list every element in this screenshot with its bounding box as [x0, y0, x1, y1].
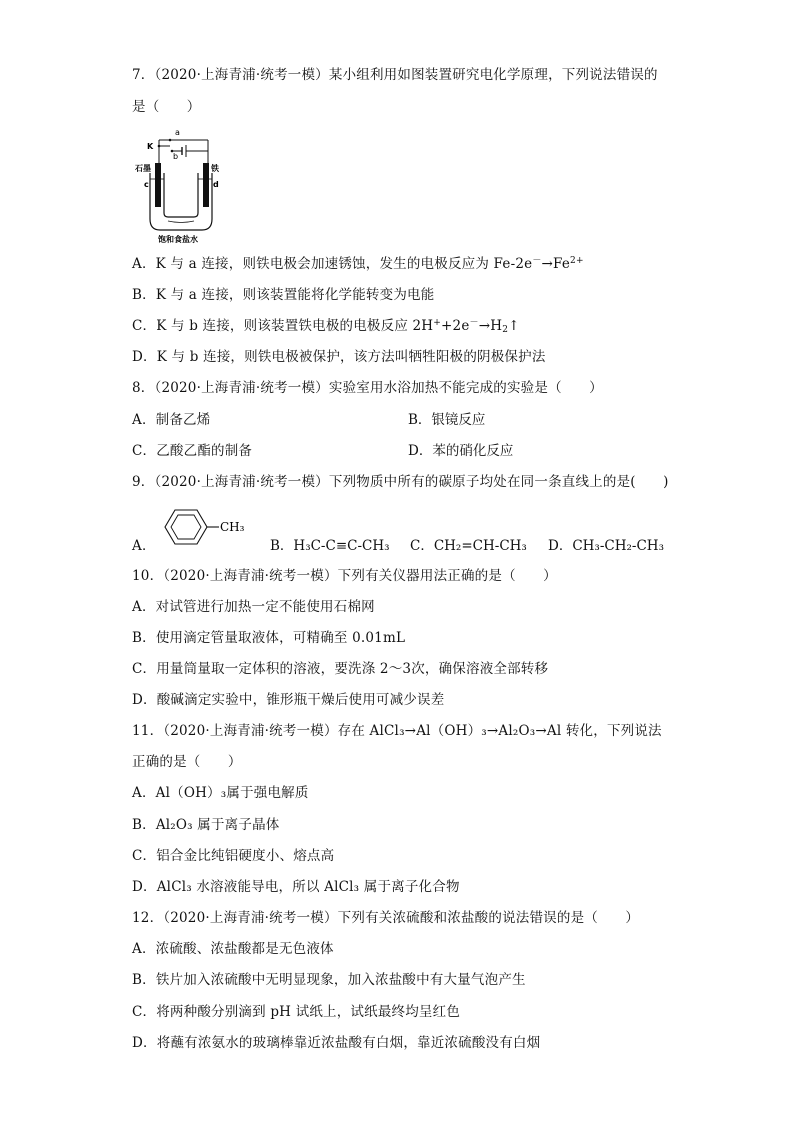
q9-option-c: C．CH₂=CH-CH₃	[410, 538, 527, 554]
q7-option-a: A．K 与 a 连接，则铁电极会加速锈蚀，发生的电极反应为 $Fe-2e^-\to Fe^{2+}$	[132, 256, 584, 272]
q9-option-a: A．	[132, 538, 156, 554]
toluene-ch3-label: CH₃	[220, 520, 245, 534]
terminal-a-label: a	[175, 128, 180, 137]
q12-option-c: C．将两种酸分别滴到 pH 试纸上，试纸最终均呈红色	[132, 1004, 461, 1020]
q11-option-b: B．Al₂O₃ 属于离子晶体	[132, 817, 280, 833]
electrode-c-label: c	[144, 180, 149, 189]
q12-option-d: D．将蘸有浓氨水的玻璃棒靠近浓盐酸有白烟，靠近浓硫酸没有白烟	[132, 1035, 541, 1051]
q9-stem: 9．（2020·上海青浦·统考一模）下列物质中所有的碳原子均处在同一条直线上的是( )	[132, 474, 669, 490]
q7-option-b: B．K 与 a 连接，则该装置能将化学能转变为电能	[132, 287, 435, 303]
toluene-structure-figure	[155, 505, 255, 550]
q7-stem-line1: 7．（2020·上海青浦·统考一模）某小组利用如图装置研究电化学原理，下列说法错误的	[132, 67, 658, 83]
electrode-d-label: d	[213, 180, 219, 189]
q10-option-c: C．用量筒量取一定体积的溶液，要洗涤 2～3次，确保溶液全部转移	[132, 661, 549, 677]
q8-option-b: B．银镜反应	[408, 412, 486, 428]
q11-option-c: C．铝合金比纯铝硬度小、熔点高	[132, 848, 335, 864]
q10-stem: 10．（2020·上海青浦·统考一模）下列有关仪器用法正确的是（ ）	[132, 568, 557, 584]
q8-option-a: A．制备乙烯	[132, 412, 211, 428]
q11-option-a: A．Al（OH）₃属于强电解质	[132, 785, 309, 801]
q10-option-b: B．使用滴定管量取液体，可精确至 0.01mL	[132, 630, 406, 646]
saturated-brine-caption: 饱和食盐水	[158, 235, 198, 244]
terminal-b-label: b	[173, 152, 179, 161]
switch-k-label: K	[147, 142, 154, 151]
q10-option-a: A．对试管进行加热一定不能使用石棉网	[132, 599, 375, 615]
graphite-label: 石墨	[135, 164, 151, 173]
q7-stem-line2: 是（ ）	[132, 99, 201, 115]
q8-option-c: C．乙酸乙酯的制备	[132, 443, 253, 459]
q7-option-c: C．K 与 b 连接，则该装置铁电极的电极反应 $2H^++2e^-\to H_2↑$	[132, 318, 520, 335]
q8-option-d: D．苯的硝化反应	[408, 443, 514, 459]
q12-option-b: B．铁片加入浓硫酸中无明显现象，加入浓盐酸中有大量气泡产生	[132, 972, 526, 988]
q10-option-d: D．酸碱滴定实验中，锥形瓶干燥后使用可减少误差	[132, 692, 445, 708]
q11-stem-line1: 11．（2020·上海青浦·统考一模）存在 AlCl₃→Al（OH）₃→Al₂O₃→Al 转化，下列说法	[132, 723, 662, 739]
q12-option-a: A．浓硫酸、浓盐酸都是无色液体	[132, 941, 334, 957]
electrochemistry-apparatus-figure	[132, 127, 222, 245]
q11-stem-line2: 正确的是（ ）	[132, 754, 242, 770]
q7-option-d: D．K 与 b 连接，则铁电极被保护，该方法叫牺牲阳极的阴极保护法	[132, 349, 546, 365]
q9-option-b: B．H₃C-C≡C-CH₃	[270, 538, 390, 554]
q8-stem: 8．（2020·上海青浦·统考一模）实验室用水浴加热不能完成的实验是（ ）	[132, 380, 603, 396]
iron-label: 铁	[211, 164, 219, 173]
q11-option-d: D．AlCl₃ 水溶液能导电，所以 AlCl₃ 属于离子化合物	[132, 879, 460, 895]
q12-stem: 12．（2020·上海青浦·统考一模）下列有关浓硫酸和浓盐酸的说法错误的是（ ）	[132, 910, 640, 926]
q9-option-d: D．CH₃-CH₂-CH₃	[548, 538, 664, 554]
